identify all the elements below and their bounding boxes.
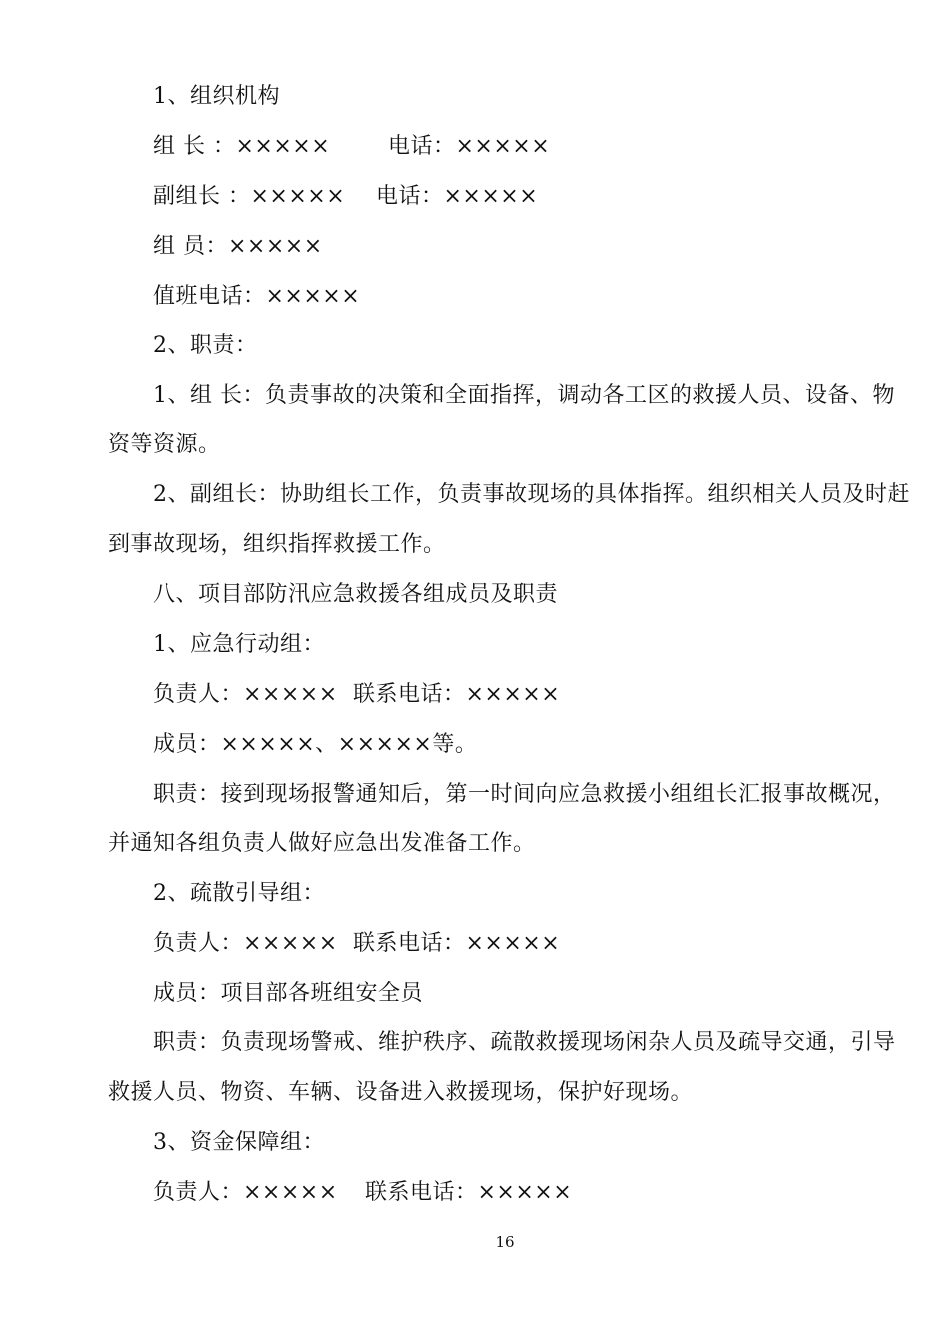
- leader-duty-line-2: 资等资源。: [108, 432, 221, 457]
- duty-phone-line: 值班电话：×××××: [153, 284, 361, 309]
- leader-duty-line-1: 1、组 长：负责事故的决策和全面指挥，调动各工区的救援人员、设备、物: [153, 383, 895, 408]
- member-line: 组 员：×××××: [153, 234, 323, 259]
- evacuation-group-members: 成员：项目部各班组安全员: [153, 981, 424, 1006]
- deputy-duty-line-2: 到事故现场，组织指挥救援工作。: [108, 532, 446, 557]
- action-group-phone: 联系电话：×××××: [353, 682, 561, 707]
- section-heading-duties: 2、职责：: [153, 333, 258, 358]
- action-group-heading: 1、应急行动组：: [153, 632, 325, 657]
- action-group-members: 成员：×××××、×××××等。: [153, 732, 478, 757]
- action-group-duty-1: 职责：接到现场报警通知后，第一时间向应急救援小组组长汇报事故概况，: [153, 782, 896, 807]
- action-group-duty-2: 并通知各组负责人做好应急出发准备工作。: [108, 831, 536, 856]
- deputy-leader-name: 副组长 ：×××××: [153, 184, 346, 209]
- action-group-leader: 负责人：×××××: [153, 682, 338, 707]
- evacuation-group-leader: 负责人：×××××: [153, 931, 338, 956]
- page-number: 16: [495, 1233, 515, 1251]
- leader-name: 组 长 ：×××××: [153, 134, 331, 159]
- evacuation-group-heading: 2、疏散引导组：: [153, 881, 325, 906]
- section-heading-organization: 1、组织机构: [153, 84, 280, 109]
- evacuation-group-phone: 联系电话：×××××: [353, 931, 561, 956]
- fund-group-heading: 3、资金保障组：: [153, 1130, 325, 1155]
- evacuation-group-duty-2: 救援人员、物资、车辆、设备进入救援现场，保护好现场。: [108, 1080, 694, 1105]
- evacuation-group-duty-1: 职责：负责现场警戒、维护秩序、疏散救援现场闲杂人员及疏导交通，引导: [153, 1030, 896, 1055]
- fund-group-phone: 联系电话：×××××: [365, 1180, 573, 1205]
- deputy-duty-line-1: 2、副组长：协助组长工作，负责事故现场的具体指挥。组织相关人员及时赶: [153, 482, 910, 507]
- section-heading-eight: 八、项目部防汛应急救援各组成员及职责: [153, 582, 559, 607]
- deputy-leader-phone: 电话：×××××: [376, 184, 539, 209]
- leader-phone: 电话：×××××: [388, 134, 551, 159]
- fund-group-leader: 负责人：×××××: [153, 1180, 338, 1205]
